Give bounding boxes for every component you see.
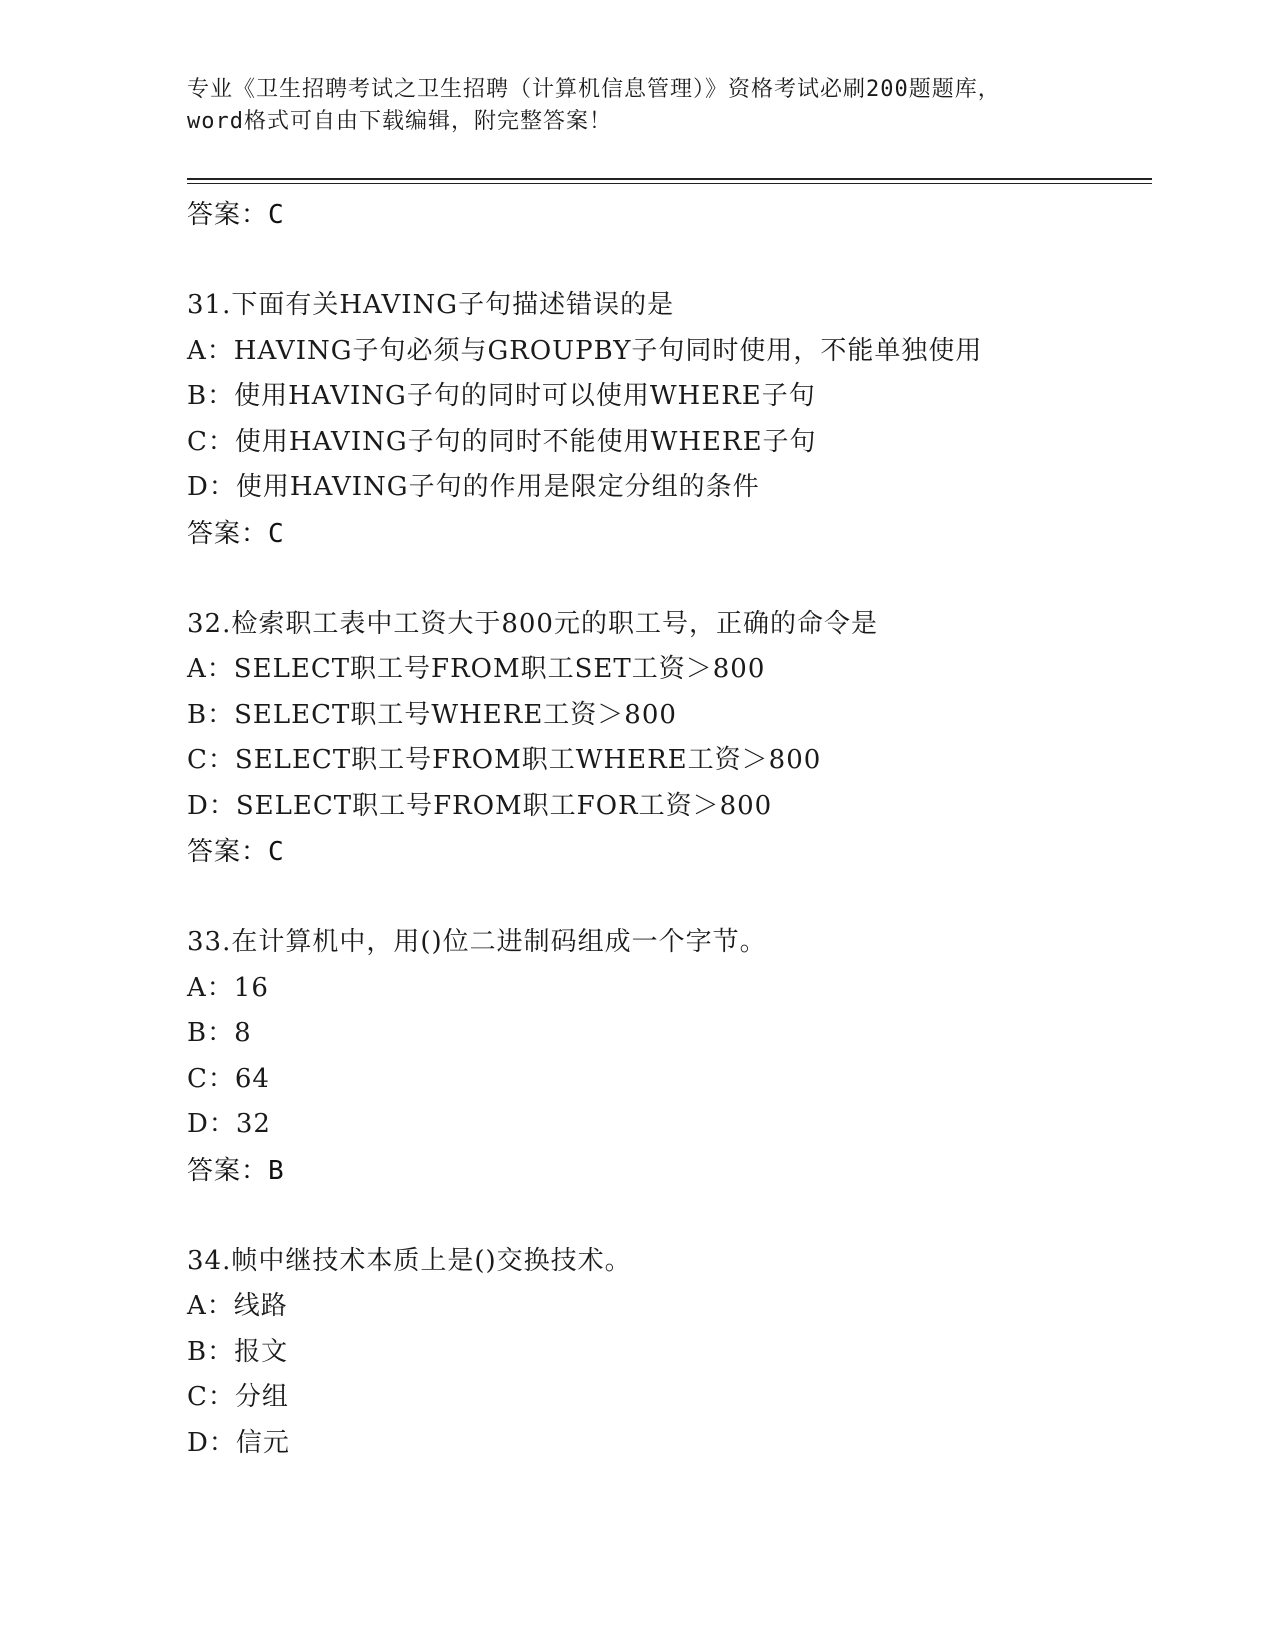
option-c: C：SELECT职工号FROM职工WHERE工资＞800 (187, 745, 822, 775)
option-d: D：SELECT职工号FROM职工FOR工资＞800 (187, 790, 773, 821)
option-c: C：使用HAVING子句的同时不能使用WHERE子句 (187, 426, 817, 457)
question-text: 34.帧中继技术本质上是()交换技术。 (187, 1245, 632, 1276)
header-divider-thick (187, 178, 1152, 180)
question-block-31 (187, 283, 1152, 557)
spacer (187, 238, 1152, 283)
question-text: 33.在计算机中，用()位二进制码组成一个字节。 (187, 927, 767, 957)
answer-line: 答案：C (187, 200, 285, 230)
question-text: 32.检索职工表中工资大于800元的职工号，正确的命令是 (187, 608, 878, 639)
question-block-32 (187, 602, 1152, 876)
question-list (187, 192, 1152, 1466)
option-d: D：32 (187, 1109, 271, 1139)
question-block-34 (187, 1239, 1152, 1467)
spacer (187, 1194, 1152, 1239)
header-line-2: word格式可自由下载编辑，附完整答案！ (187, 109, 612, 134)
option-d: D：信元 (187, 1427, 290, 1458)
option-b: B：SELECT职工号WHERE工资＞800 (187, 699, 677, 730)
answer-line: 答案：B (187, 1155, 285, 1186)
option-d: D：使用HAVING子句的作用是限定分组的条件 (187, 472, 760, 502)
option-c: C：分组 (187, 1382, 289, 1412)
answer-line: 答案：C (187, 518, 285, 549)
header-line-1: 专业《卫生招聘考试之卫生招聘（计算机信息管理）》资格考试必刷200题题库， (187, 77, 1001, 102)
spacer (187, 875, 1152, 920)
option-a: A：16 (187, 972, 269, 1003)
option-b: B：8 (187, 1018, 252, 1048)
option-a: A：SELECT职工号FROM职工SET工资＞800 (187, 654, 766, 684)
option-b: B：使用HAVING子句的同时可以使用WHERE子句 (187, 381, 816, 411)
question-block-33 (187, 920, 1152, 1194)
question-text: 31.下面有关HAVING子句描述错误的是 (187, 290, 675, 320)
header-divider-thin (187, 183, 1152, 184)
document-header (187, 74, 1087, 138)
answer-line: 答案：C (187, 837, 285, 867)
option-c: C：64 (187, 1063, 270, 1094)
option-a: A：HAVING子句必须与GROUPBY子句同时使用，不能单独使用 (187, 335, 983, 366)
spacer (187, 557, 1152, 602)
option-a: A：线路 (187, 1291, 288, 1321)
option-b: B：报文 (187, 1336, 289, 1367)
